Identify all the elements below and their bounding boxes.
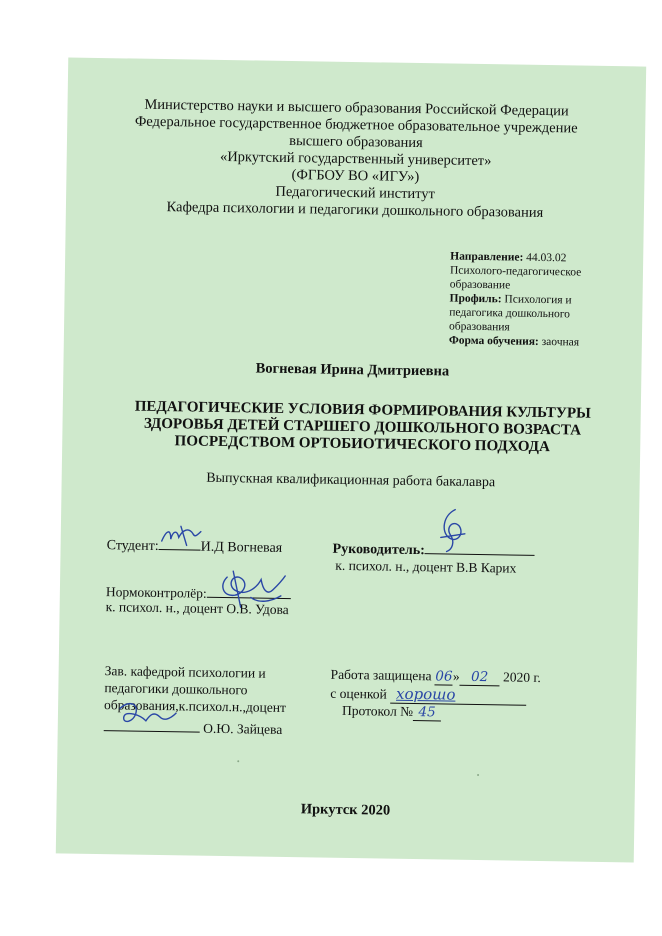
paper-speck	[477, 774, 479, 776]
normcontrol-label: Нормоконтролёр:	[105, 584, 207, 601]
thesis-title-line-1: ПЕДАГОГИЧЕСКИЕ УСЛОВИЯ ФОРМИРОВАНИЯ КУЛЬТУРЫ	[134, 398, 591, 422]
university-name: «Иркутский государственный университет»	[219, 148, 492, 170]
defense-day: 06	[435, 668, 453, 685]
author-name: Вогневая Ирина Дмитриевна	[255, 360, 450, 380]
head-signature-field	[104, 716, 200, 733]
program-info	[449, 250, 621, 351]
direction-code: 44.03.02	[526, 251, 567, 265]
student-label: Студент:	[106, 538, 159, 554]
student-name: И.Д Вогневая	[200, 539, 283, 556]
protocol-line	[342, 703, 441, 722]
head-line-3: образования,к.психол.н.,доцент	[104, 697, 287, 716]
direction-name-1: Психолого-педагогическое	[449, 264, 582, 279]
grade-label: с оценкой	[330, 685, 387, 702]
supervisor-label: Руководитель:	[332, 541, 426, 559]
head-line-2: педагогики дошкольного	[104, 680, 248, 698]
protocol-number: 45	[413, 704, 441, 721]
city-year: Иркутск 2020	[300, 801, 391, 819]
work-type: Выпускная квалификационная работа бакалавра	[206, 470, 496, 491]
supervisor-name: к. психол. н., доцент В.В Карих	[335, 557, 517, 576]
university-abbreviation: (ФГБОУ ВО «ИГУ»)	[291, 167, 420, 186]
head-signature	[114, 696, 185, 731]
protocol-label: Протокол №	[341, 702, 414, 720]
supervisor-signature-field	[425, 539, 535, 556]
direction-label: Направление:	[450, 250, 524, 264]
profile-value-2: педагогика дошкольного	[449, 306, 571, 321]
defended-label: Работа защищена	[330, 666, 432, 684]
normcontrol-signature-field	[207, 583, 291, 599]
department-name: Кафедра психологии и педагогики дошкольного образования	[166, 199, 544, 221]
defense-year: 2020 г.	[502, 669, 541, 686]
head-line-1: Зав. кафедрой психологии и	[104, 663, 266, 681]
student-signature-field	[159, 535, 201, 551]
federal-institution-line: Федеральное государственное бюджетное образовательное учреждение	[134, 113, 578, 137]
study-form-value: заочная	[541, 335, 580, 349]
document-page	[56, 58, 646, 863]
head-name: О.Ю. Зайцева	[203, 720, 283, 737]
higher-education-line: высшего образования	[289, 132, 423, 152]
grade-value: хорошо	[390, 685, 526, 706]
ministry-line: Министерство науки и высшего образования Российской Федерации	[144, 96, 569, 120]
student-signature-line	[106, 534, 282, 557]
head-signature-line	[104, 716, 283, 738]
defense-date-line: Работа защищена 06» 02 2020 г.	[330, 666, 541, 686]
defense-month: 02	[460, 669, 500, 687]
supervisor-signature	[435, 507, 476, 554]
profile-value-3: образования	[449, 320, 510, 334]
thesis-title-line-2: ЗДОРОВЬЯ ДЕТЕЙ СТАРШЕГО ДОШКОЛЬНОГО ВОЗРАСТА	[143, 415, 582, 439]
thesis-title-line-3: ПОСРЕДСТВОМ ОРТОБИОТИЧЕСКОГО ПОДХОДА	[174, 433, 551, 456]
direction-name-2: образование	[449, 278, 511, 292]
normcontrol-name: к. психол. н., доцент О.В. Удова	[105, 599, 289, 618]
student-signature	[159, 523, 203, 550]
paper-speck	[237, 760, 239, 762]
profile-label: Профиль:	[449, 292, 502, 306]
institute-name: Педагогический институт	[275, 183, 436, 203]
study-form-label: Форма обучения:	[448, 334, 539, 348]
profile-value-1: Психология и	[504, 293, 572, 307]
